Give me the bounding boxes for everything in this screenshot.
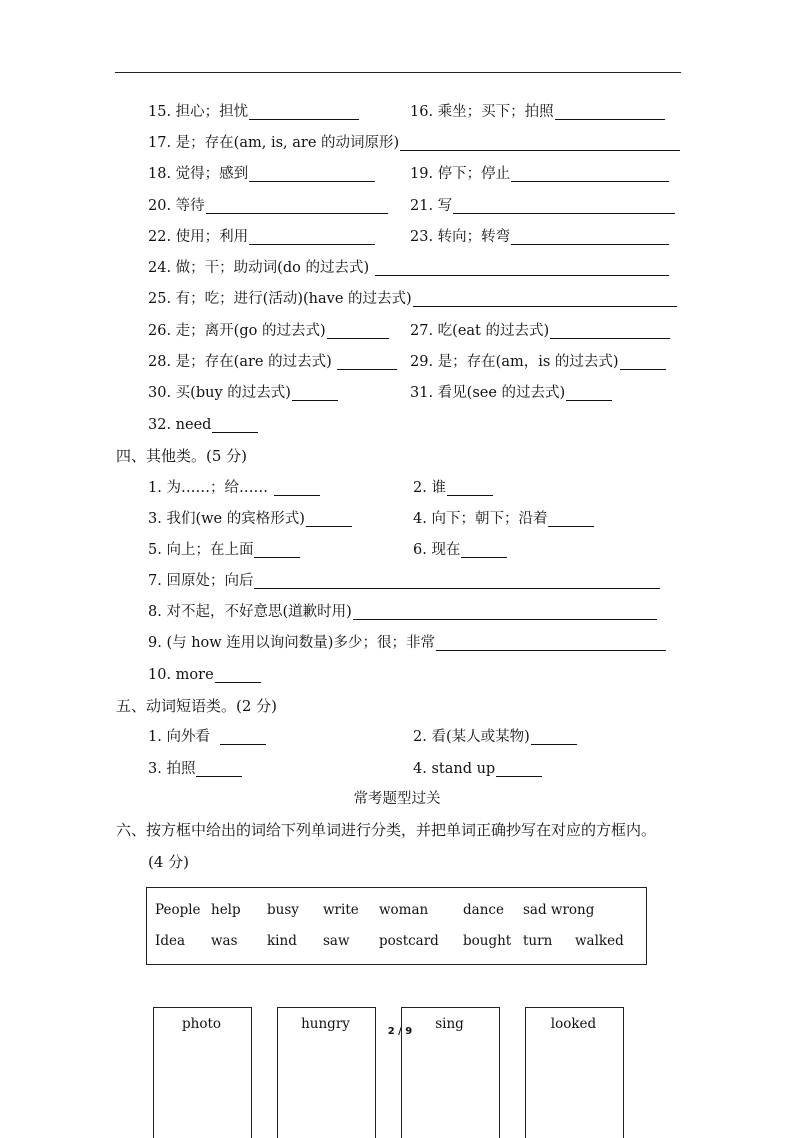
question-text: 做；干；助动词(do 的过去式)	[175, 260, 370, 276]
word-bank-word: help	[211, 902, 241, 918]
question-16	[410, 102, 665, 122]
question-number: 4.	[413, 761, 427, 777]
question-number: 16.	[410, 104, 434, 120]
question-text: (与 how 连用以询问数量)多少；很；非常	[166, 635, 435, 651]
answer-blank[interactable]	[548, 512, 594, 527]
question-number: 20.	[148, 198, 172, 214]
question-number: 28.	[148, 354, 172, 370]
question-17	[148, 133, 680, 153]
answer-blank[interactable]	[353, 605, 657, 620]
question-21	[410, 196, 675, 216]
question-text: 看(某人或某物)	[431, 729, 530, 745]
answer-blank[interactable]	[566, 386, 612, 401]
word-bank-word: Idea	[155, 933, 186, 949]
s4-question-4	[413, 509, 594, 529]
question-number: 1.	[148, 480, 162, 496]
question-30	[148, 383, 338, 403]
question-number: 3.	[148, 511, 162, 527]
question-number: 3.	[148, 761, 162, 777]
category-label: photo	[181, 1016, 222, 1032]
s4-question-9	[148, 633, 666, 653]
category-label: looked	[550, 1016, 597, 1032]
word-bank-word: postcard	[379, 933, 439, 949]
s4-question-1	[148, 478, 320, 498]
question-text: 买(buy 的过去式)	[175, 385, 291, 401]
question-number: 24.	[148, 260, 172, 276]
question-number: 2.	[413, 729, 427, 745]
answer-blank[interactable]	[511, 230, 669, 245]
word-bank-word: sad wrong	[523, 902, 595, 918]
answer-blank[interactable]	[274, 481, 320, 496]
question-text: 对不起，不好意思(道歉时用)	[166, 604, 352, 620]
question-text: 觉得；感到	[175, 166, 249, 182]
s4-question-5	[148, 540, 300, 560]
question-text: 乘坐；买下；拍照	[437, 104, 554, 120]
page-number: 2 / 9	[387, 1026, 413, 1037]
question-number: 26.	[148, 323, 172, 339]
question-text: 看见(see 的过去式)	[437, 385, 566, 401]
answer-blank[interactable]	[413, 292, 677, 307]
question-text: 现在	[431, 542, 461, 558]
question-20	[148, 196, 388, 216]
question-number: 10.	[148, 667, 172, 683]
answer-blank[interactable]	[292, 386, 338, 401]
question-text: 谁	[431, 480, 446, 496]
s5-question-2	[413, 727, 577, 747]
word-bank-word: saw	[323, 933, 350, 949]
s4-question-8	[148, 602, 657, 622]
question-26	[148, 321, 389, 341]
question-number: 18.	[148, 166, 172, 182]
question-text: 转向；转弯	[437, 229, 511, 245]
word-bank-word: woman	[379, 902, 429, 918]
answer-blank[interactable]	[511, 167, 669, 182]
question-text: 回原处；向后	[166, 573, 254, 589]
s4-question-7	[148, 571, 660, 591]
question-number: 25.	[148, 291, 172, 307]
question-number: 19.	[410, 166, 434, 182]
question-18	[148, 164, 375, 184]
word-bank-word: write	[323, 902, 359, 918]
word-bank-word: walked	[575, 933, 624, 949]
answer-blank[interactable]	[555, 105, 665, 120]
s4-question-6	[413, 540, 507, 560]
question-number: 6.	[413, 542, 427, 558]
question-27	[410, 321, 670, 341]
question-number: 29.	[410, 354, 434, 370]
category-label: hungry	[301, 1016, 350, 1032]
s4-question-3	[148, 509, 352, 529]
answer-blank[interactable]	[215, 668, 261, 683]
question-text: 停下；停止	[437, 166, 511, 182]
question-number: 22.	[148, 229, 172, 245]
word-bank-word: bought	[463, 933, 512, 949]
answer-blank[interactable]	[620, 355, 666, 370]
s5-question-3	[148, 759, 242, 779]
word-bank-word: was	[211, 933, 238, 949]
s4-question-2	[413, 478, 493, 498]
answer-blank[interactable]	[436, 636, 666, 651]
question-24	[148, 258, 669, 278]
answer-blank[interactable]	[306, 512, 352, 527]
word-bank-box	[146, 887, 647, 965]
question-number: 4.	[413, 511, 427, 527]
question-31	[410, 383, 612, 403]
question-number: 31.	[410, 385, 434, 401]
answer-blank[interactable]	[447, 481, 493, 496]
question-29	[410, 352, 666, 372]
question-text: 写	[437, 198, 453, 214]
answer-blank[interactable]	[461, 543, 507, 558]
question-number: 32.	[148, 417, 172, 433]
question-text: need	[175, 417, 212, 433]
question-text: 有；吃；进行(活动)(have 的过去式)	[175, 291, 412, 307]
question-text: 为……；给……	[166, 480, 268, 496]
question-text: 我们(we 的宾格形式)	[166, 511, 305, 527]
question-text: 担心；担忧	[175, 104, 249, 120]
question-text: more	[175, 667, 214, 683]
answer-blank[interactable]	[400, 136, 680, 151]
header-rule	[115, 72, 681, 73]
question-text: 等待	[175, 198, 205, 214]
question-number: 17.	[148, 135, 172, 151]
answer-blank[interactable]	[254, 543, 300, 558]
question-32	[148, 415, 258, 435]
word-bank-word: dance	[463, 902, 504, 918]
question-number: 8.	[148, 604, 162, 620]
question-text: 向外看	[166, 729, 210, 745]
answer-blank[interactable]	[337, 355, 397, 370]
question-15	[148, 102, 359, 122]
answer-blank[interactable]	[496, 762, 542, 777]
answer-blank[interactable]	[249, 105, 359, 120]
s4-question-10	[148, 665, 261, 685]
question-text: 向下；朝下；沿着	[431, 511, 548, 527]
question-text: 是；存在(are 的过去式)	[175, 354, 332, 370]
question-28	[148, 352, 397, 372]
word-bank-word: People	[155, 902, 201, 918]
question-text: 向上；在上面	[166, 542, 254, 558]
section-4-heading: 四、其他类。(5 分)	[116, 447, 248, 465]
subtitle: 常考题型过关	[353, 791, 441, 807]
question-number: 27.	[410, 323, 434, 339]
question-number: 23.	[410, 229, 434, 245]
answer-blank[interactable]	[327, 324, 389, 339]
section-6-heading: 六、按方框中给出的词给下列单词进行分类，并把单词正确抄写在对应的方框内。	[116, 821, 657, 839]
question-number: 7.	[148, 573, 162, 589]
question-text: 拍照	[166, 761, 196, 777]
category-label: sing	[435, 1016, 464, 1032]
answer-blank[interactable]	[453, 199, 675, 214]
answer-blank[interactable]	[196, 762, 242, 777]
answer-blank[interactable]	[249, 167, 375, 182]
section-6-score: (4 分)	[148, 853, 190, 871]
question-number: 30.	[148, 385, 172, 401]
question-text: 走；离开(go 的过去式)	[175, 323, 326, 339]
answer-blank[interactable]	[212, 418, 258, 433]
answer-blank[interactable]	[249, 230, 375, 245]
question-text: 吃(eat 的过去式)	[437, 323, 550, 339]
question-number: 1.	[148, 729, 162, 745]
question-number: 9.	[148, 635, 162, 651]
s5-question-4	[413, 759, 542, 779]
question-text: 使用；利用	[175, 229, 249, 245]
answer-blank[interactable]	[531, 730, 577, 745]
question-text: stand up	[431, 761, 496, 777]
question-text: 是；存在(am，is 的过去式)	[437, 354, 619, 370]
question-number: 5.	[148, 542, 162, 558]
section-5-heading: 五、动词短语类。(2 分)	[116, 697, 278, 715]
question-number: 2.	[413, 480, 427, 496]
question-19	[410, 164, 669, 184]
word-bank-word: kind	[267, 933, 297, 949]
question-text: 是；存在(am, is, are 的动词原形)	[175, 135, 400, 151]
question-25	[148, 289, 677, 309]
answer-blank[interactable]	[550, 324, 670, 339]
question-22	[148, 227, 375, 247]
question-23	[410, 227, 669, 247]
word-bank-word: turn	[523, 933, 553, 949]
word-bank-word: busy	[267, 902, 299, 918]
question-number: 15.	[148, 104, 172, 120]
question-number: 21.	[410, 198, 434, 214]
answer-blank[interactable]	[254, 574, 660, 589]
s5-question-1	[148, 727, 266, 747]
answer-blank[interactable]	[206, 199, 388, 214]
answer-blank[interactable]	[375, 261, 669, 276]
answer-blank[interactable]	[220, 730, 266, 745]
